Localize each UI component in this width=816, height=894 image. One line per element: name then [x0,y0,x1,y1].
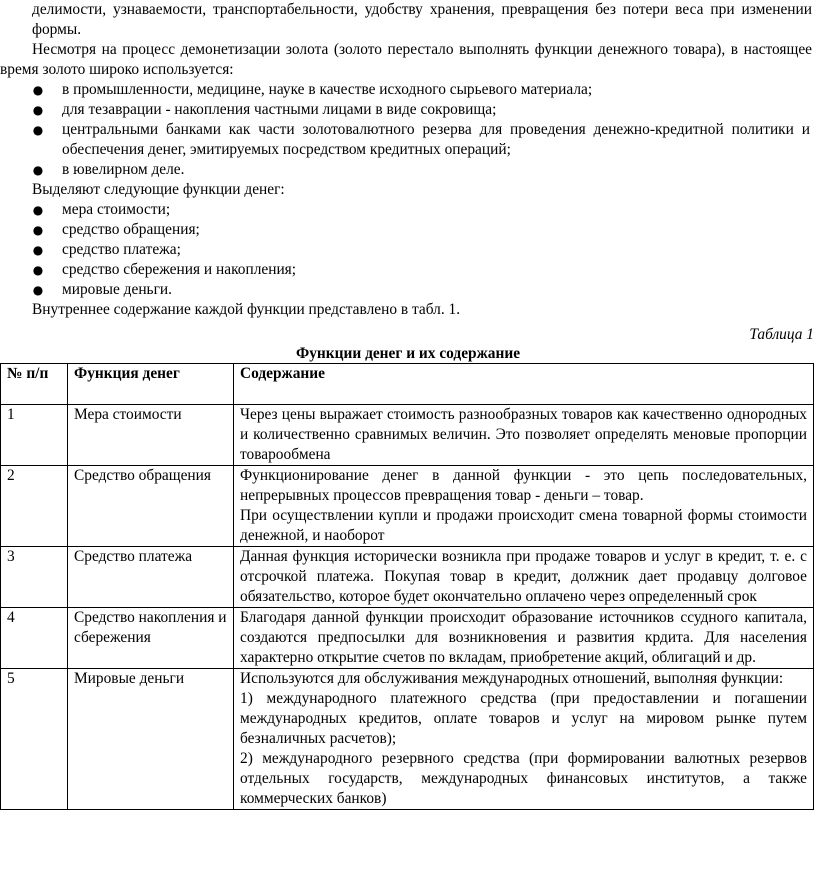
table-row [1,466,814,547]
row-function-name: Мировые деньги [68,669,234,810]
row-number: 3 [1,547,68,608]
list-item: ● мировые деньги. [0,280,816,300]
row-number: 5 [1,669,68,810]
bullet-icon: ● [32,243,44,257]
row-function-name: Мера стоимости [68,405,234,466]
row-function-name: Средство обращения [68,466,234,547]
intro-paragraph-4: Внутреннее содержание каждой функции представлено в табл. 1. [32,301,461,318]
list-item: ● мера стоимости; [0,200,816,220]
bullet-icon: ● [32,123,44,137]
intro-paragraph-3: Выделяют следующие функции денег: [32,181,285,198]
gold-uses-list [0,80,816,180]
table-row [1,405,814,466]
table-row [1,608,814,669]
intro-paragraph-1: делимости, узнаваемости, транспортабельности, удобству хранения, превращения без потери веса при изменении формы. [32,1,812,38]
row-content: Через цены выражает стоимость разнообразных товаров как качественно однородных и количественно сравнимых величин. Это позволяет определять меновые пропорции товарообмена [234,405,814,466]
list-item: ● в ювелирном деле. [0,160,816,180]
row-function-name: Средство платежа [68,547,234,608]
intro-paragraph-2: Несмотря на процесс демонетизации золота (золото перестало выполнять функции денежного товара), в настоящее время золото широко используется: [0,41,812,78]
list-item: ● в промышленности, медицине, науке в качестве исходного сырьевого материала; [0,80,816,100]
list-item: ● средство сбережения и накопления; [0,260,816,280]
row-number: 2 [1,466,68,547]
bullet-icon: ● [32,103,44,117]
header-number: № п/п [1,364,68,405]
list-item: ● центральными банками как части золотовалютного резерва для проведения денежно-кредитной политики и обеспечения денег, эмитируемых посредством кредитных операций; [0,120,816,160]
list-item: ● для тезаврации - накопления частными лицами в виде сокровища; [0,100,816,120]
row-content: Данная функция исторически возникла при продаже товаров и услуг в кредит, т. е. с отсрочкой платежа. Покупая товар в кредит, должник дает продавцу долговое обязательство, которое будет окончательно оплачено через определенный срок [234,547,814,608]
list-item: ● средство платежа; [0,240,816,260]
row-content: Используются для обслуживания международных отношений, выполняя функции: 1) международного платежного средства (при предоставлении и погашении международных кредитов, оплате товаров и услуг на мировом рынке путем безналичных расчетов); 2) международного резервного средства (при формировании валютных резервов отдельных государств, международных финансовых институтов, а также коммерческих банков) [234,669,814,810]
bullet-icon: ● [32,263,44,277]
list-item: ● средство обращения; [0,220,816,240]
bullet-icon: ● [32,203,44,217]
table-header-row [1,364,814,405]
row-function-name: Средство накопления и сбережения [68,608,234,669]
bullet-icon: ● [32,163,44,177]
row-number: 1 [1,405,68,466]
functions-table [0,363,814,810]
table-row [1,547,814,608]
row-content: Благодаря данной функции происходит образование источников ссудного капитала, создаются предпосылки для возникновения и развития крдита. Для населения характерно открытие счетов по вкладам, приобретение акций, облигаций и др. [234,608,814,669]
header-content: Содержание [234,364,814,405]
row-content: Функционирование денег в данной функции - это цепь последовательных, непрерывных процессов превращения товар - деньги – товар. При осуществлении купли и продажи происходит смена товарной формы стоимости денежной, и наоборот [234,466,814,547]
row-number: 4 [1,608,68,669]
header-function: Функция денег [68,364,234,405]
table-caption: Таблица 1 [749,326,814,343]
bullet-icon: ● [32,283,44,297]
table-row [1,669,814,810]
bullet-icon: ● [32,223,44,237]
money-functions-list [0,200,816,300]
table-title: Функции денег и их содержание [295,345,521,362]
bullet-icon: ● [32,83,44,97]
